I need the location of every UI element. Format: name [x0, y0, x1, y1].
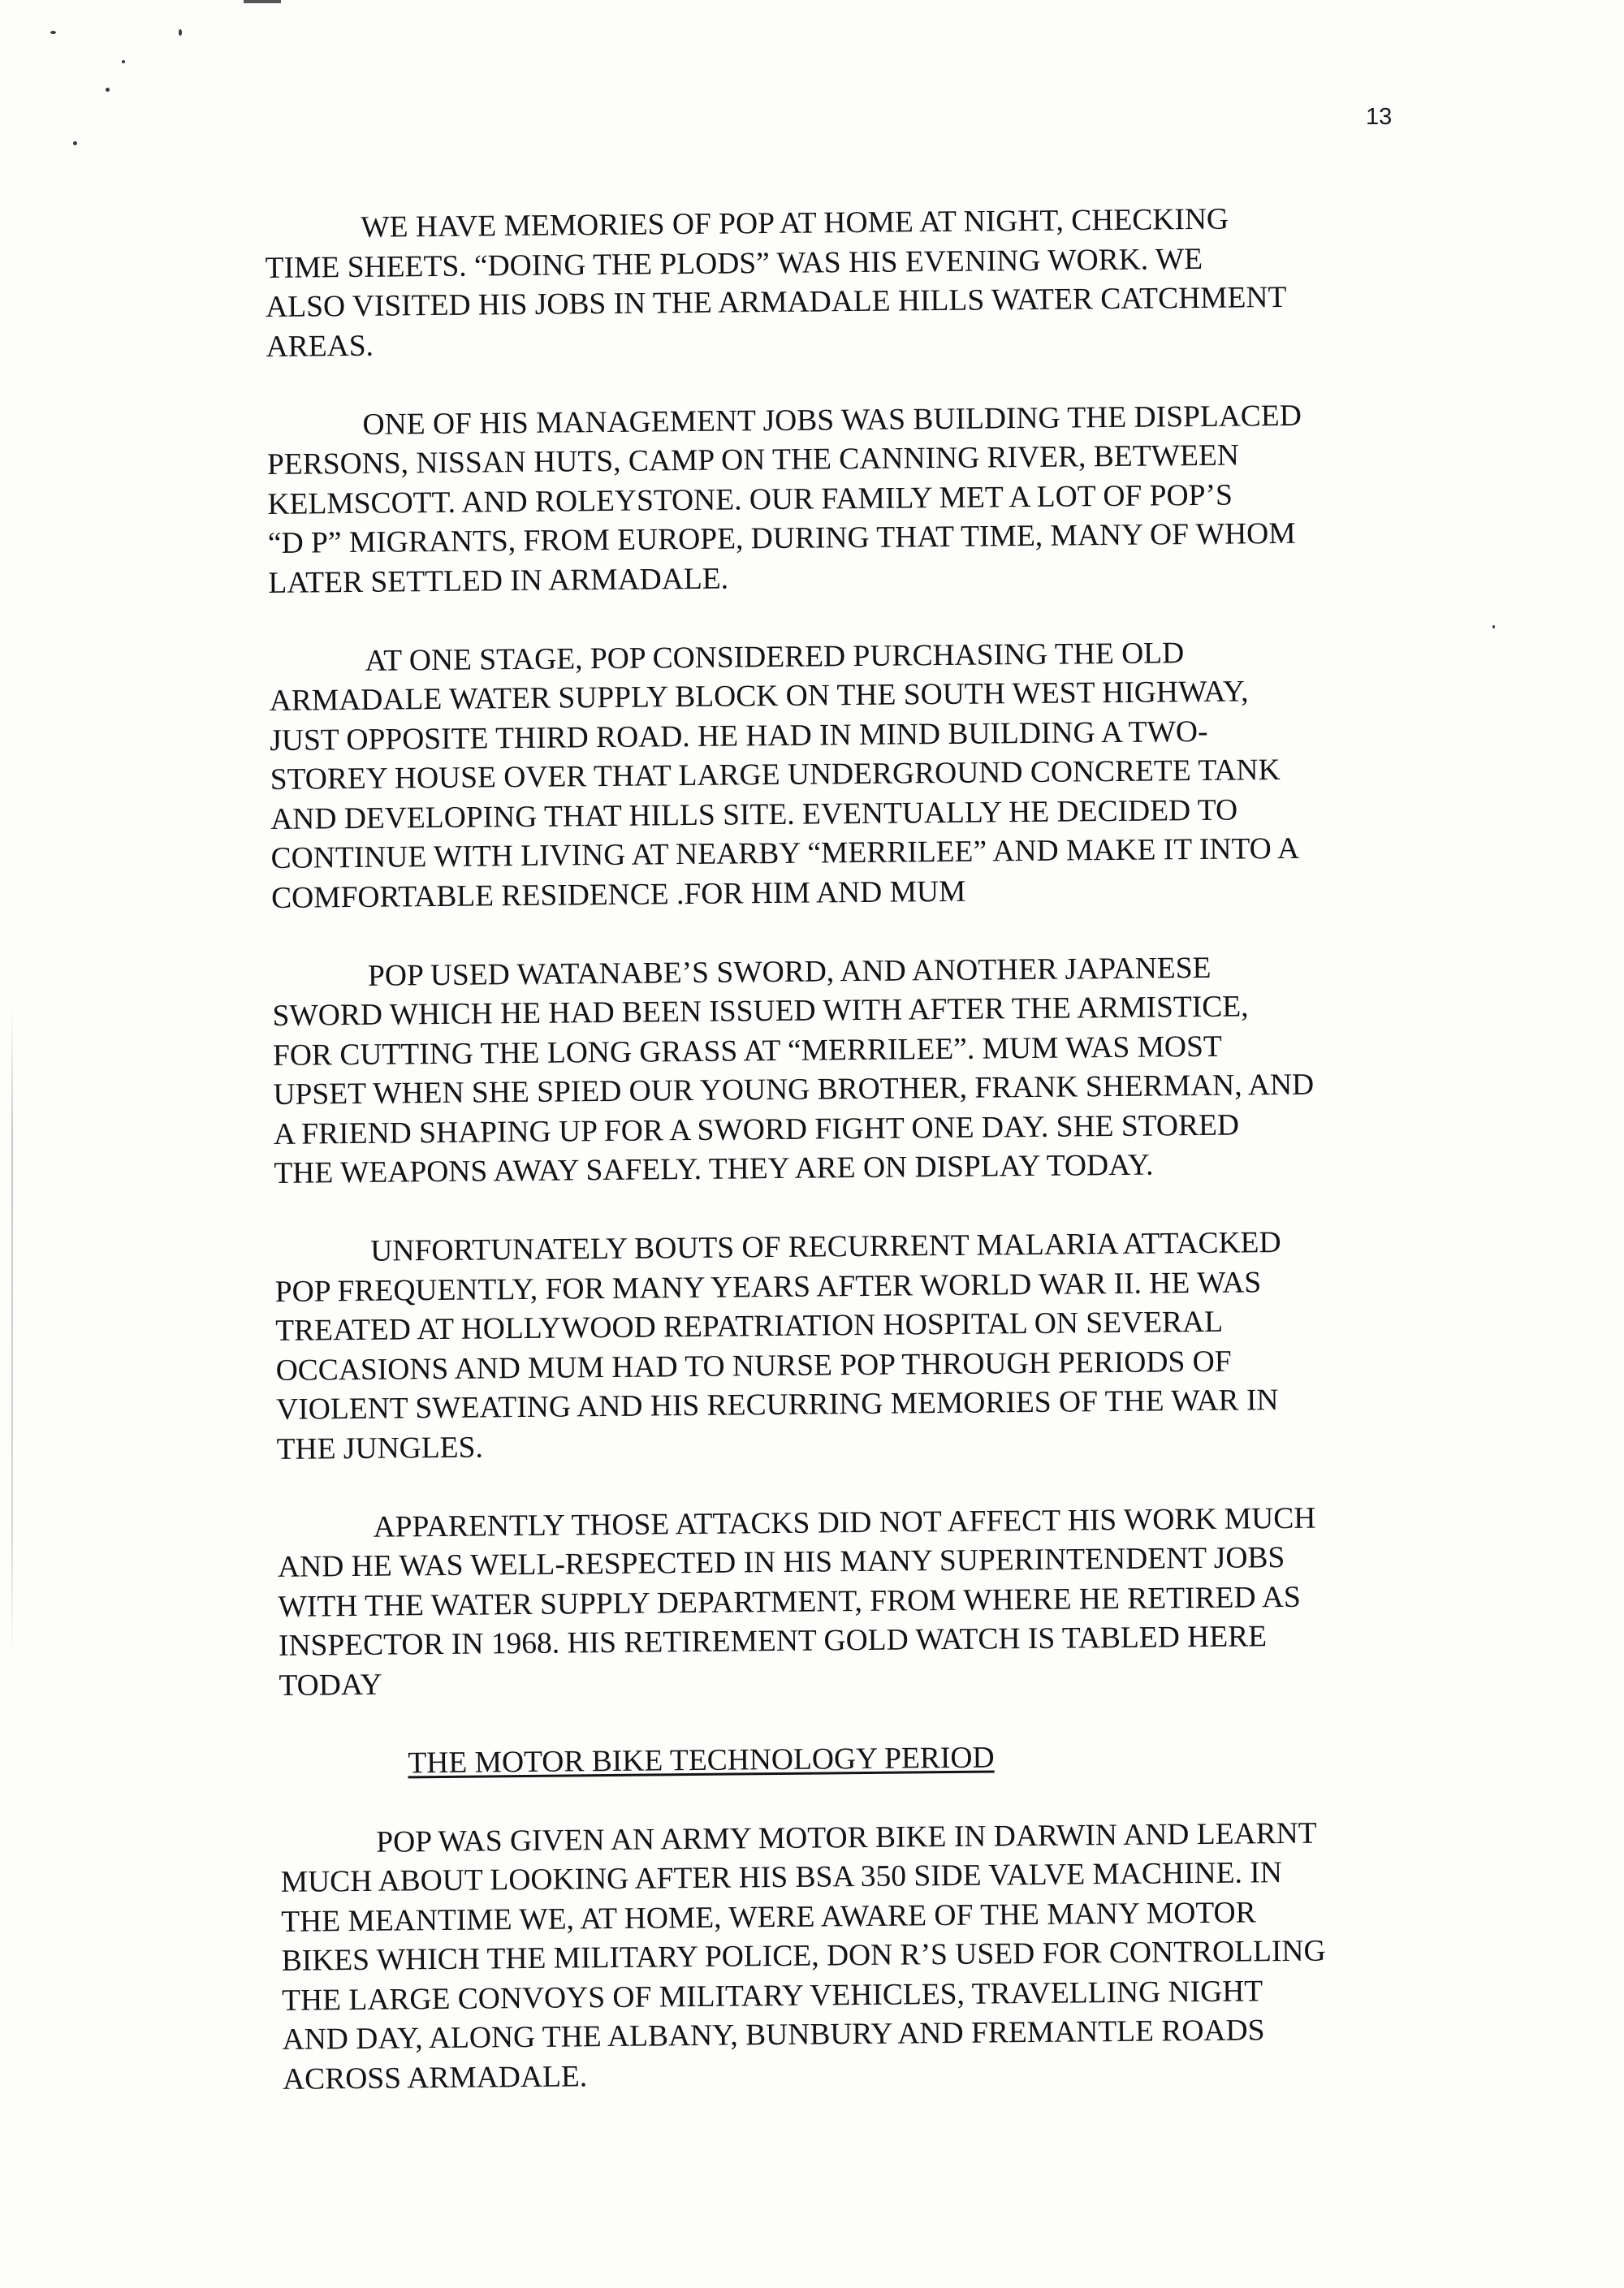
- text-line: THE LARGE CONVOYS OF MILITARY VEHICLES, TRAVELLING NIGHT: [281, 1974, 1263, 2018]
- scan-speck: [122, 60, 125, 63]
- text-line: THE MEANTIME WE, AT HOME, WERE AWARE OF THE MANY MOTOR: [281, 1895, 1256, 1939]
- paragraph-motor-bike: [280, 1813, 1436, 2100]
- text-line: AT ONE STAGE, POP CONSIDERED PURCHASING THE OLD: [365, 636, 1185, 678]
- scan-artifact-mark: [244, 0, 281, 3]
- scan-speck: [73, 141, 77, 145]
- text-line: AND DEVELOPING THAT HILLS SITE. EVENTUALLY HE DECIDED TO: [270, 793, 1238, 836]
- text-line: KELMSCOTT. AND ROLEYSTONE. OUR FAMILY MET A LOT OF POP’S: [267, 478, 1233, 521]
- text-line: ARMADALE WATER SUPPLY BLOCK ON THE SOUTH WEST HIGHWAY,: [269, 675, 1249, 718]
- text-line: VIOLENT SWEATING AND HIS RECURRING MEMORIES OF THE WAR IN: [275, 1384, 1279, 1427]
- text-line: AND DAY, ALONG THE ALBANY, BUNBURY AND FREMANTLE ROADS: [282, 2014, 1265, 2057]
- text-line: WITH THE WATER SUPPLY DEPARTMENT, FROM WHERE HE RETIRED AS: [278, 1580, 1301, 1624]
- text-line: TODAY: [279, 1668, 382, 1703]
- paragraph-displaced-persons: [266, 395, 1421, 603]
- text-line: SWORD WHICH HE HAD BEEN ISSUED WITH AFTER THE ARMISTICE,: [272, 990, 1249, 1033]
- scan-speck: [179, 29, 182, 36]
- text-line: POP FREQUENTLY, FOR MANY YEARS AFTER WORLD WAR II. HE WAS: [274, 1265, 1262, 1309]
- text-line: AREAS.: [266, 329, 374, 364]
- text-line: UNFORTUNATELY BOUTS OF RECURRENT MALARIA ATTACKED: [370, 1226, 1281, 1268]
- text-line: OCCASIONS AND MUM HAD TO NURSE POP THROUGH PERIODS OF: [275, 1345, 1232, 1388]
- text-line: UPSET WHEN SHE SPIED OUR YOUNG BROTHER, FRANK SHERMAN, AND: [273, 1068, 1315, 1112]
- text-line: TREATED AT HOLLYWOOD REPATRIATION HOSPITAL ON SEVERAL: [275, 1305, 1224, 1348]
- text-line: PERSONS, NISSAN HUTS, CAMP ON THE CANNING RIVER, BETWEEN: [266, 438, 1240, 481]
- text-line: STOREY HOUSE OVER THAT LARGE UNDERGROUND CONCRETE TANK: [270, 753, 1281, 796]
- paragraph-water-supply-block: [269, 632, 1424, 918]
- text-line: COMFORTABLE RESIDENCE .FOR HIM AND MUM: [270, 874, 966, 915]
- text-line: LATER SETTLED IN ARMADALE.: [268, 562, 729, 600]
- text-line: A FRIEND SHAPING UP FOR A SWORD FIGHT ONE DAY. SHE STORED: [273, 1108, 1240, 1151]
- scan-edge-shadow: [11, 1007, 13, 1656]
- text-line: APPARENTLY THOSE ATTACKS DID NOT AFFECT HIS WORK MUCH: [373, 1501, 1316, 1544]
- text-line: INSPECTOR IN 1968. HIS RETIREMENT GOLD WATCH IS TABLED HERE: [278, 1620, 1268, 1663]
- paragraph-swords: [272, 947, 1427, 1194]
- paragraph-retirement: [277, 1498, 1432, 1706]
- text-line: FOR CUTTING THE LONG GRASS AT “MERRILEE”. MUM WAS MOST: [272, 1030, 1222, 1073]
- text-line: JUST OPPOSITE THIRD ROAD. HE HAD IN MIND BUILDING A TWO-: [270, 714, 1208, 758]
- section-heading: THE MOTOR BIKE TECHNOLOGY PERIOD: [408, 1740, 995, 1780]
- paragraph-memories: [265, 198, 1419, 367]
- paragraph-malaria: [274, 1222, 1430, 1470]
- text-line: AND HE WAS WELL-RESPECTED IN HIS MANY SUPERINTENDENT JOBS: [277, 1541, 1285, 1584]
- text-line: POP WAS GIVEN AN ARMY MOTOR BIKE IN DARWIN AND LEARNT: [376, 1816, 1317, 1859]
- text-line: ALSO VISITED HIS JOBS IN THE ARMADALE HILLS WATER CATCHMENT: [265, 280, 1287, 324]
- scan-speck: [1492, 625, 1495, 628]
- scan-speck: [106, 88, 110, 92]
- text-line: CONTINUE WITH LIVING AT NEARBY “MERRILEE” AND MAKE IT INTO A: [270, 831, 1300, 875]
- text-line: POP USED WATANABE’S SWORD, AND ANOTHER JAPANESE: [367, 951, 1212, 993]
- scan-speck: [50, 31, 56, 34]
- body-text: [265, 198, 1436, 2139]
- text-line: WE HAVE MEMORIES OF POP AT HOME AT NIGHT, CHECKING: [361, 202, 1229, 244]
- text-line: “D P” MIGRANTS, FROM EUROPE, DURING THAT TIME, MANY OF WHOM: [267, 516, 1296, 560]
- text-line: TIME SHEETS. “DOING THE PLODS” WAS HIS EVENING WORK. WE: [265, 242, 1203, 285]
- text-line: THE WEAPONS AWAY SAFELY. THEY ARE ON DISPLAY TODAY.: [274, 1148, 1154, 1190]
- text-line: BIKES WHICH THE MILITARY POLICE, DON R’S USED FOR CONTROLLING: [281, 1934, 1326, 1978]
- text-line: MUCH ABOUT LOOKING AFTER HIS BSA 350 SIDE VALVE MACHINE. IN: [280, 1856, 1283, 1899]
- text-line: ONE OF HIS MANAGEMENT JOBS WAS BUILDING THE DISPLACED: [362, 399, 1302, 442]
- page-number: 13: [1366, 104, 1393, 130]
- text-line: THE JUNGLES.: [276, 1430, 483, 1466]
- text-line: ACROSS ARMADALE.: [282, 2059, 588, 2096]
